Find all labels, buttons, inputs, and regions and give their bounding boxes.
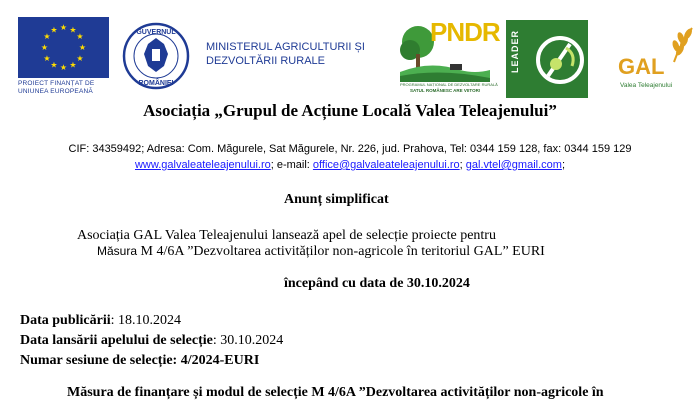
pndr-logo (400, 17, 500, 98)
svg-text:★: ★ (69, 25, 77, 35)
pndr-title: PNDR (430, 17, 500, 47)
publication-date-field (20, 313, 181, 329)
svg-text:★: ★ (43, 54, 51, 63)
svg-text:★: ★ (50, 60, 58, 70)
organization-title: Asociația „Grupul de Acțiune Locală Valea Teleajenului” (143, 101, 557, 120)
line-end: ; (561, 159, 565, 171)
svg-text:★: ★ (78, 43, 87, 52)
session-number-field (20, 353, 259, 369)
svg-text:★: ★ (76, 54, 84, 63)
notice-title: Anunț simplificat (284, 192, 389, 207)
cutoff-paragraph-line: Măsura de finanțare și modul de selecție M 4/6A ”Dezvoltarea activităților non-agricole în (67, 385, 604, 400)
eu-stars-icon (18, 17, 109, 78)
field-label: Data publicării (20, 313, 111, 328)
svg-text:★: ★ (59, 63, 68, 72)
measure-name: M 4/6A ”Dezvoltarea activităților non-agricole în teritoriul GAL” EURI (137, 244, 545, 259)
field-label: Numar sesiune de selecție: 4/2024-EURI (20, 353, 260, 368)
ministry-name (206, 40, 365, 68)
announcement-line-1: Asociația GAL Valea Teleajenului lansează apel de selecție proiecte pentru (77, 228, 496, 243)
eu-logo (18, 17, 110, 101)
government-seal-logo (122, 22, 190, 90)
website-link[interactable]: www.galvaleateleajenului.ro (134, 159, 271, 171)
svg-text:★: ★ (40, 43, 49, 52)
svg-text:★: ★ (43, 32, 51, 41)
gov-ring-bottom-text: ROMÂNIEI (138, 80, 174, 87)
ministry-line-2: DEZVOLTĂRII RURALE (206, 55, 325, 67)
leader-label: LEADER (510, 30, 520, 74)
start-date-line: începând cu data de 30.10.2024 (284, 276, 470, 291)
ministry-line-1: MINISTERUL AGRICULTURII ȘI (206, 41, 365, 53)
leader-emblem-icon (526, 24, 586, 94)
field-label: Data lansării apelului de selecție (20, 333, 213, 348)
pndr-caption-2: SATUL ROMÂNESC ARE VIITOR! (410, 88, 481, 93)
email-separator: ; (459, 159, 466, 171)
eu-caption-line-2: UNIUNEA EUROPEANĂ (18, 88, 93, 95)
svg-text:★: ★ (50, 25, 58, 35)
field-value: : 18.10.2024 (110, 313, 182, 328)
gal-logo (614, 24, 698, 100)
gov-ring-top-text: GUVERNUL (136, 29, 176, 36)
svg-text:★: ★ (59, 23, 68, 32)
contact-block (0, 141, 700, 173)
launch-date-field (20, 333, 283, 349)
gal-subtitle: Valea Teleajenului (620, 82, 673, 89)
announcement-line-2 (97, 244, 545, 260)
email-link-office[interactable]: office@galvaleateleajenului.ro (312, 159, 460, 171)
svg-text:★: ★ (76, 32, 84, 41)
leader-logo (506, 20, 588, 98)
measure-prefix: Măsura (97, 244, 138, 258)
government-crest-icon (122, 22, 190, 90)
logo-bar (0, 0, 700, 100)
contact-links (0, 157, 700, 173)
eu-flag (18, 17, 109, 78)
field-value: : 30.10.2024 (212, 333, 284, 348)
pndr-caption-1: PROGRAMUL NAȚIONAL DE DEZVOLTARE RURALĂ (400, 82, 498, 87)
gal-label: GAL (618, 54, 665, 79)
eu-caption-line-1: PROIECT FINANȚAT DE (18, 80, 95, 87)
svg-text:★: ★ (69, 60, 77, 70)
email-link-gmail[interactable]: gal.vtel@gmail.com (465, 159, 562, 171)
email-label: ; e-mail: (270, 159, 313, 171)
contact-line: CIF: 34359492; Adresa: Com. Măgurele, Sat Măgurele, Nr. 226, jud. Prahova, Tel: 0344 159 128, fax: 0344 159 129 (68, 143, 632, 155)
eu-caption (18, 80, 110, 96)
